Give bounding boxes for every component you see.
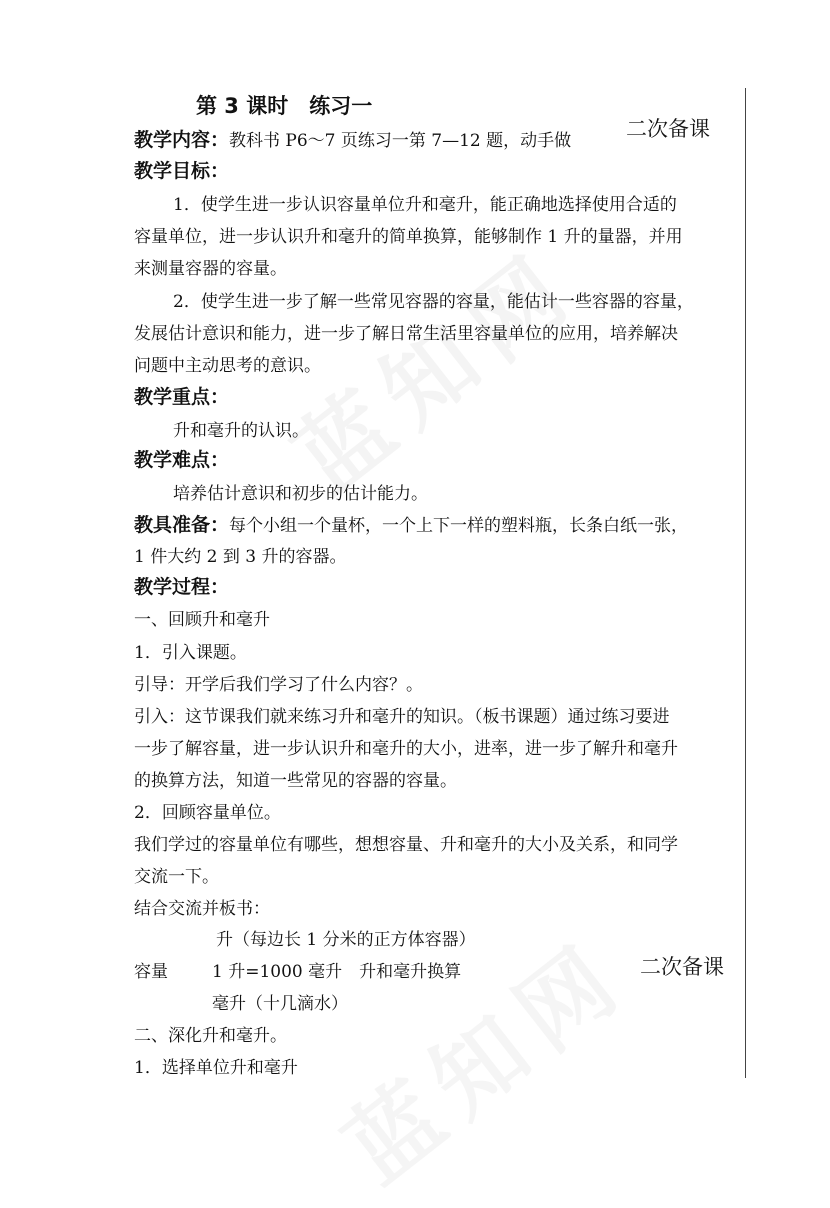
tools-text: 每个小组一个量杯，一个上下一样的塑料瓶，长条白纸一张， (229, 516, 689, 536)
objective-2-line-1: 2．使学生进一步了解一些常见容器的容量，能估计一些容器的容量， (173, 292, 694, 312)
content-label: 教学内容： (134, 129, 230, 151)
guide-text: 引导：开学后我们学习了什么内容？。 (134, 675, 423, 695)
tools-line-1 (134, 516, 688, 535)
intro-line-2: 一步了解容量，进一步认识升和毫升的大小，进率，进一步了解升和毫升 (134, 739, 678, 759)
part-1-title: 一、回顾升和毫升 (134, 610, 270, 630)
step-2: 2．回顾容量单位。 (134, 803, 281, 823)
content-text: 教科书 P6～7 页练习一第 7—12 题，动手做 (229, 131, 572, 151)
objective-1-line-2: 容量单位，进一步认识升和毫升的简单换算，能够制作 1 升的量器，并用 (134, 227, 683, 247)
process-heading: 教学过程： (134, 576, 230, 598)
tools-label: 教具准备： (134, 514, 230, 536)
board-label: 容量 (134, 962, 168, 982)
side-note-top: 二次备课 (626, 117, 710, 141)
step-1: 1．引入课题。 (134, 643, 247, 663)
tools-line-2: 1 件大约 2 到 3 升的容器。 (134, 547, 347, 567)
objective-2-line-2: 发展估计意识和能力，进一步了解日常生活里容量单位的应用，培养解决 (134, 324, 678, 344)
part-2-title: 二、深化升和毫升。 (134, 1026, 287, 1046)
step-3: 1．选择单位升和毫升 (134, 1058, 298, 1078)
discuss-line-2: 交流一下。 (134, 867, 219, 887)
board-intro: 结合交流并板书： (134, 899, 270, 919)
board-line-3: 毫升（十几滴水） (212, 994, 348, 1014)
board-line-2: 1 升=1000 毫升 升和毫升换算 (212, 962, 462, 982)
lesson-title: 第 3 课时 练习一 (196, 94, 373, 118)
side-note-bottom: 二次备课 (640, 955, 724, 979)
board-line-1: 升（每边长 1 分米的正方体容器） (216, 930, 476, 950)
discuss-line-1: 我们学过的容量单位有哪些，想想容量、升和毫升的大小及关系，和同学 (134, 835, 678, 855)
objective-2-line-3: 问题中主动思考的意识。 (134, 356, 321, 376)
margin-rule (745, 88, 746, 1078)
difficulty-heading: 教学难点： (134, 449, 230, 471)
key-point-heading: 教学重点： (134, 386, 230, 408)
key-point-text: 升和毫升的认识。 (173, 421, 309, 441)
intro-line-1: 引入：这节课我们就来练习升和毫升的知识。（板书课题）通过练习要进 (134, 707, 670, 727)
content-line (134, 131, 571, 150)
objectives-heading: 教学目标： (134, 160, 230, 182)
difficulty-text: 培养估计意识和初步的估计能力。 (173, 484, 428, 504)
objective-1-line-3: 来测量容器的容量。 (134, 259, 287, 279)
objective-1-line-1: 1．使学生进一步认识容量单位升和毫升，能正确地选择使用合适的 (173, 195, 677, 215)
intro-line-3: 的换算方法，知道一些常见的容器的容量。 (134, 771, 457, 791)
